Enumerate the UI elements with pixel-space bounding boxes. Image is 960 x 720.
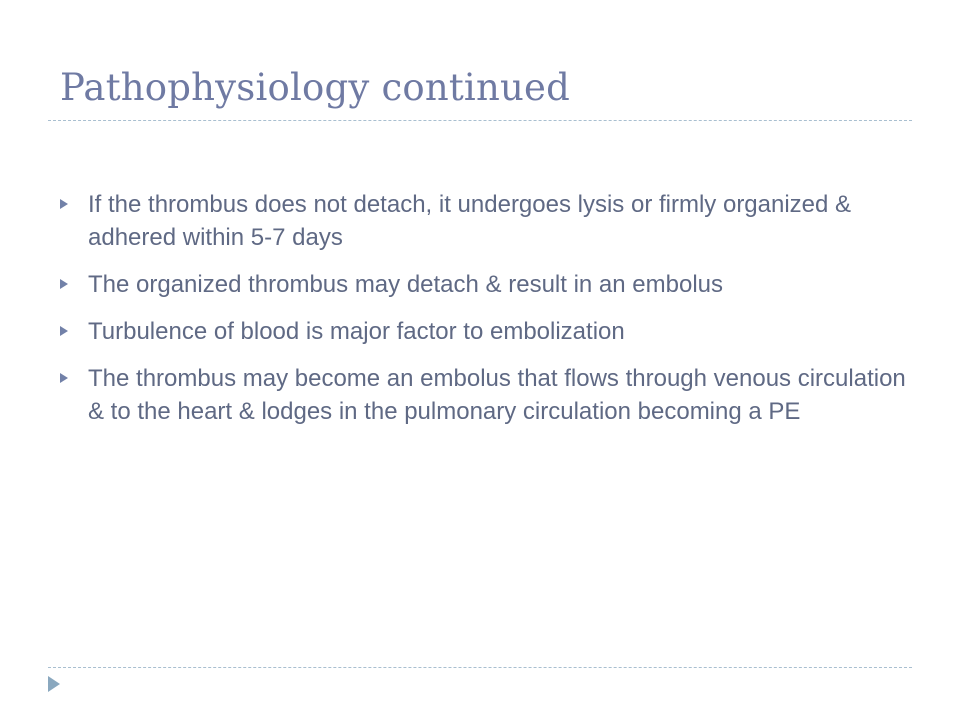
triangle-right-icon <box>60 326 68 336</box>
bullet-item <box>60 362 910 428</box>
triangle-right-icon <box>60 199 68 209</box>
triangle-right-icon <box>60 279 68 289</box>
bullet-list <box>60 188 910 442</box>
footer-divider <box>48 667 912 668</box>
bullet-item <box>60 188 910 254</box>
bullet-text: The thrombus may become an embolus that flows through venous circulation & to the heart & lodges in the pulmonary circulation becoming a PE <box>88 365 906 425</box>
triangle-right-icon <box>60 373 68 383</box>
bullet-item <box>60 315 910 348</box>
title-divider <box>48 120 912 121</box>
slide-title: Pathophysiology continued <box>60 66 571 109</box>
bullet-text: The organized thrombus may detach & result in an embolus <box>88 271 724 298</box>
bullet-text: Turbulence of blood is major factor to embolization <box>88 318 625 345</box>
bullet-text: If the thrombus does not detach, it undergoes lysis or firmly organized & adhered within 5-7 days <box>88 191 852 251</box>
triangle-right-icon <box>48 676 60 692</box>
bullet-item <box>60 268 910 301</box>
